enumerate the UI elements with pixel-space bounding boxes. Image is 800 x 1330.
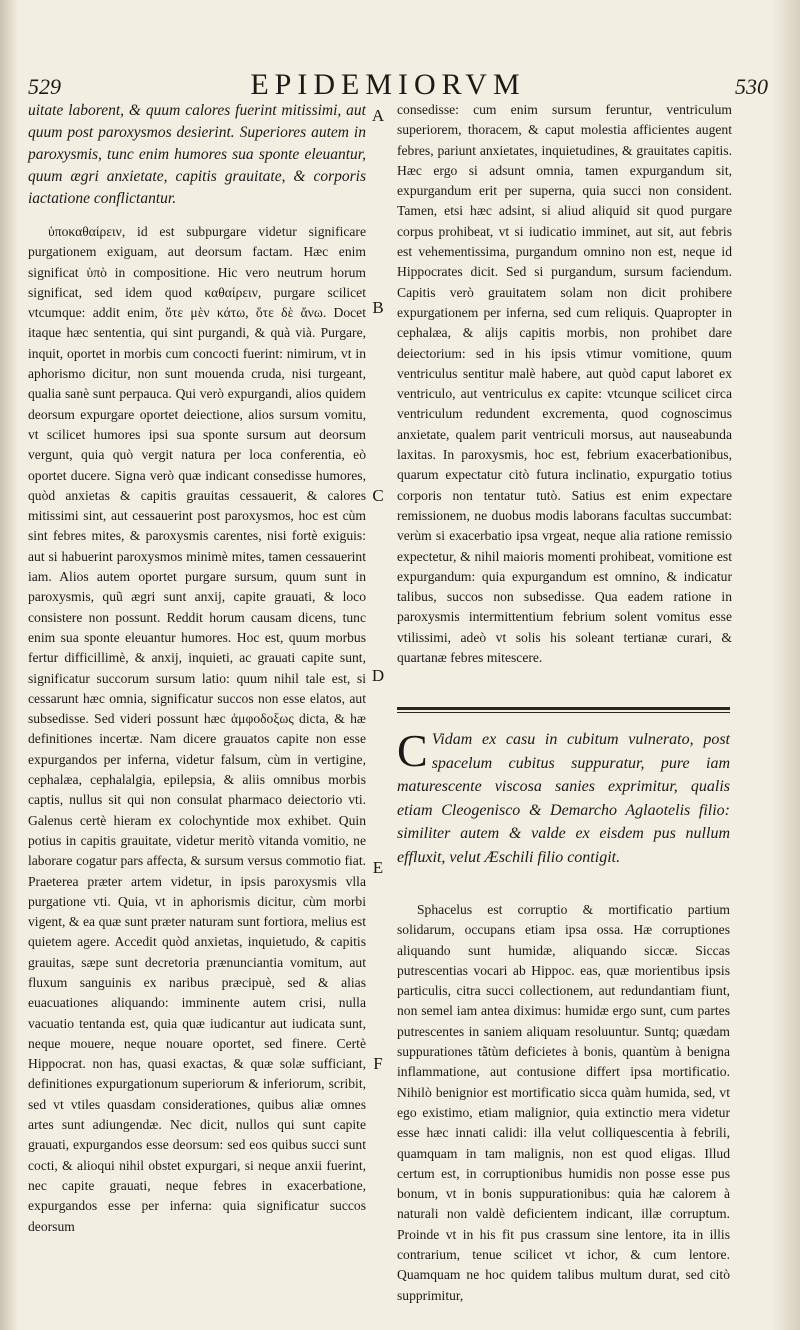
section-divider-thin [397,712,730,713]
lemma-text: Vidam ex casu in cubitum vulnerato, post spacelum cubitus suppuratur, pure iam maturescente viscosa sanies exprimitur, qualis etiam Cleogenisco & Demarcho Aglaotelis filio: similiter autem & valde ex eisdem pus nullum effluxit, velut Æschili filio contigit. [397,731,730,866]
section-divider [397,707,730,710]
page-gutter-shadow [0,0,18,1330]
margin-letter-f: F [373,1054,383,1073]
page-number-right: 530 [735,74,768,99]
margin-letter-c: C [372,486,384,505]
drop-cap: C [397,725,428,776]
running-header [28,68,768,102]
left-column [28,100,366,1237]
page-number-left: 529 [28,74,61,99]
commentary-text: consedisse: cum enim sursum feruntur, ventriculum superiorem, thoracem, & caput molestia afficientes augent febres, pariunt anxietates, inquietudines, & grauitates capitis. Hæc ergo si adsunt omnia, tamen expurgandum sit, expurgandum erit per superna, quia succi non consident. Tamen, etsi hæc adsint, si aliud aliquid sit quod purgare corpus prohibeat, vt si iudicatio imminet, aut sit, aut febris est vehementissima, purgandum omnino non est, neque id Hippocrates dicit. Sed si purgandum, sursum faciendum. Capitis verò grauitatem solam non dicit prohibere expurgationem per inferna, sed cum reliquis. Quapropter in cephalæa, & alijs capitis morbis, non prohibet dare deiectorium: sed in his ipsis vtimur vomitione, quum ventriculus sentitur malè habere, aut quòd caput laboret ex ventriculo, aut ventriculus ex capite: vtcunque scilicet circa ventriculum redundent excrementa, quod cognoscimus anxietate, qualem parit ventriculi morsus, aut nauseabunda laxitas. In paroxysmis, hoc est, febrium exacerbationibus, quarum expectatur citò futura inclinatio, expurgatio totius corporis non tentatur tutò. Satius est enim expectare remissionem, ne duobus modis laborans facultas succumbat: verùm si exacerbatio ipsa vrgeat, neque alia ratione remissio expectetur, & nihil maioris momenti prohibeat, vomitione est expurgandum: quia expurgandum est omnino, & indicatur talibus, succos non subsedisse. Qua eadem ratione in paroxysmis intermittentium febrium solent vomitus esse vtilissimi, adeò vt solis his soleant tertianæ curari, & quartanæ febres mitescere. [397,102,732,666]
right-column-upper [397,100,732,668]
page-edge-shadow [772,0,800,1330]
margin-letter-b: B [372,298,384,317]
lemma-block [397,725,730,869]
right-column-lower [397,900,730,1306]
commentary-text: ὑποκαθαίρειν, id est subpurgare videtur significare purgationem exiguam, aut deorsum factam. Hæc enim significat ὑπὸ in compositione. Hic vero neutrum horum significat, sed idem quod καθαίρειν, purgare scilicet vtcumque: addit enim, ὅτε μὲν κάτω, ὅτε δὲ ἄνω. Docet itaque hæc sententia, qui sint purgandi, & quà vià. Purgare, inquit, oportet in morbis cum concocti fuerint: nimirum, vt in aphorismo dicitur, non sunt mouenda cruda, nisi turgeant, qualia sanè sunt perpauca. Qui verò expurgandi, alios quidem deorsum expurgare oportet deiectione, alios sursum vomitu, vt scilicet humores ipsi sua sponte sursum aut deorsum vergunt, quia quò vergit natura per loca conferentia, eò oportet ducere. Signa verò quæ indicant consedisse humores, quòd anxietas & capitis grauitas cessauerit, & calores mitissimi sint, aut cessauerint post paroxysmos, hoc est cùm sint febres mites, & paroxysmis carentes, nisi fortè exiguis: aut si habuerint paroxysmos minimè mites, tamen cessauerint iam. Alios autem oportet purgare sursum, quum sunt in paroxysmis, quũ ægri sunt anxij, capite grauati, & loco consistere non possunt. Reddit horum causam dicens, tunc enim sua sponte eleuantur humores. Hoc est, quum morbus fertur difficillimè, & anxij, inquieti, ac grauati capite sunt, significatur succorum sursum latio: quum nihil tale est, si cessarunt hæc omnia, significatur succos non esse elatos, aut subsedisse. Sed videri possunt hæc ἀμφοδοξως dicta, & hæ definitiones incertæ. Nam dicere grauatos capite non esse expurgandos per inferna, videtur falsum, cùm in vertigine, cephalæa, cephalalgia, epilepsia, & aliis omnibus morbis captis, nullus sit qui non consulat pharmaco deiectorio vti. Galenus certè hieram ex colochyntide mox exhibet. Quin potius in capitis grauitate, videtur meritò vitanda vomitio, ne laborare cogatur pars affecta, & sursum versus commotio fiat. Praeterea præter artem videtur, in ipsis paroxysmis vlla purgatione vti. Quia, vt in aphorismis dicitur, cùm morbi vigent, & ea quæ sunt præter naturam sunt fortiora, melius est quietem agere. Accedit quòd anxietas, inquietudo, & capitis grauitas, sæpe sunt decretoria prænunciantia vomitum, aut fluxum sanguinis ex naribus præcipuè, sed & alias euacuationes aliquando: imminente autem crisi, nulla vacuatio tentanda est, quia quæ iudicantur aut iudicata sunt, neque mouere, neque nouare oportet, sed finere. Certè Hippocrat. non has, quasi exactas, & quæ solæ sufficiant, definitiones expurgationum superiorum & inferiorum, scribit, sed vt vtiles quasdam considerationes, quibus aliæ omnes artes sunt adiungendæ. Nec dicit, nullos qui sunt capite grauati, expurgandos esse deorsum: sed eos quibus succi sunt cocti, & alioqui nihil obstet expurgari, si neque anxii fuerint, nec capite grauati, neque febres in exacerbatione, expurgandos esse per inferna: quia significatur succos deorsum [28,224,366,1234]
lemma-text: uitate laborent, & quum calores fuerint mitissimi, aut quum post paroxysmos desierint. Superiores autem in paroxysmis, tunc enim humores sua sponte eleuantur, quum ægri anxietate, capitis grauitate, & corporis iactatione conflictantur. [28,102,366,207]
commentary-text: Sphacelus est corruptio & mortificatio partium solidarum, occupans etiam ipsa ossa. Hæ corruptiones aliquando sunt humidæ, aliquando siccæ. Siccas putrescentias vocari ab Hippoc. eas, quæ morientibus ipsis particulis, citra succi collectionem, aut redundantiam fiunt, non semel iam antea diximus: humidæ ergo sunt, cum partes putrescentes in saniem aliquam resoluuntur. Suntq; quædam suppurationes tãtùm deficietes à bonis, quantùm à benigna inflammatione, aut contusione differt ipsa mortificatio. Nihilò benignior est mortificatio sicca quàm humida, sed, vt ego existimo, etiam malignior, quia extinctio mera videtur esse hæc innati calidi: illa velut colliquescentia à febrili, quamquam in tam malignis, non est quod eligas. Illud certum est, in corruptionibus humidis non posse esse pus bonum, vt in bonis suppurationibus: quia hæ calorem à naturali non valdè deficientem indicant, illæ corruptum. Proinde vt in his fit pus crassum sine lentore, ita in illis contrarium, tenue scilicet vt ichor, & cum lentore. Quamquam ne hoc quidem talibus multum durat, sed citò supprimitur, [397,902,730,1303]
margin-letter-d: D [371,666,385,685]
margin-letter-a: A [371,106,385,125]
running-title: EPIDEMIORVM [250,68,526,101]
margin-letter-e: E [372,858,384,877]
